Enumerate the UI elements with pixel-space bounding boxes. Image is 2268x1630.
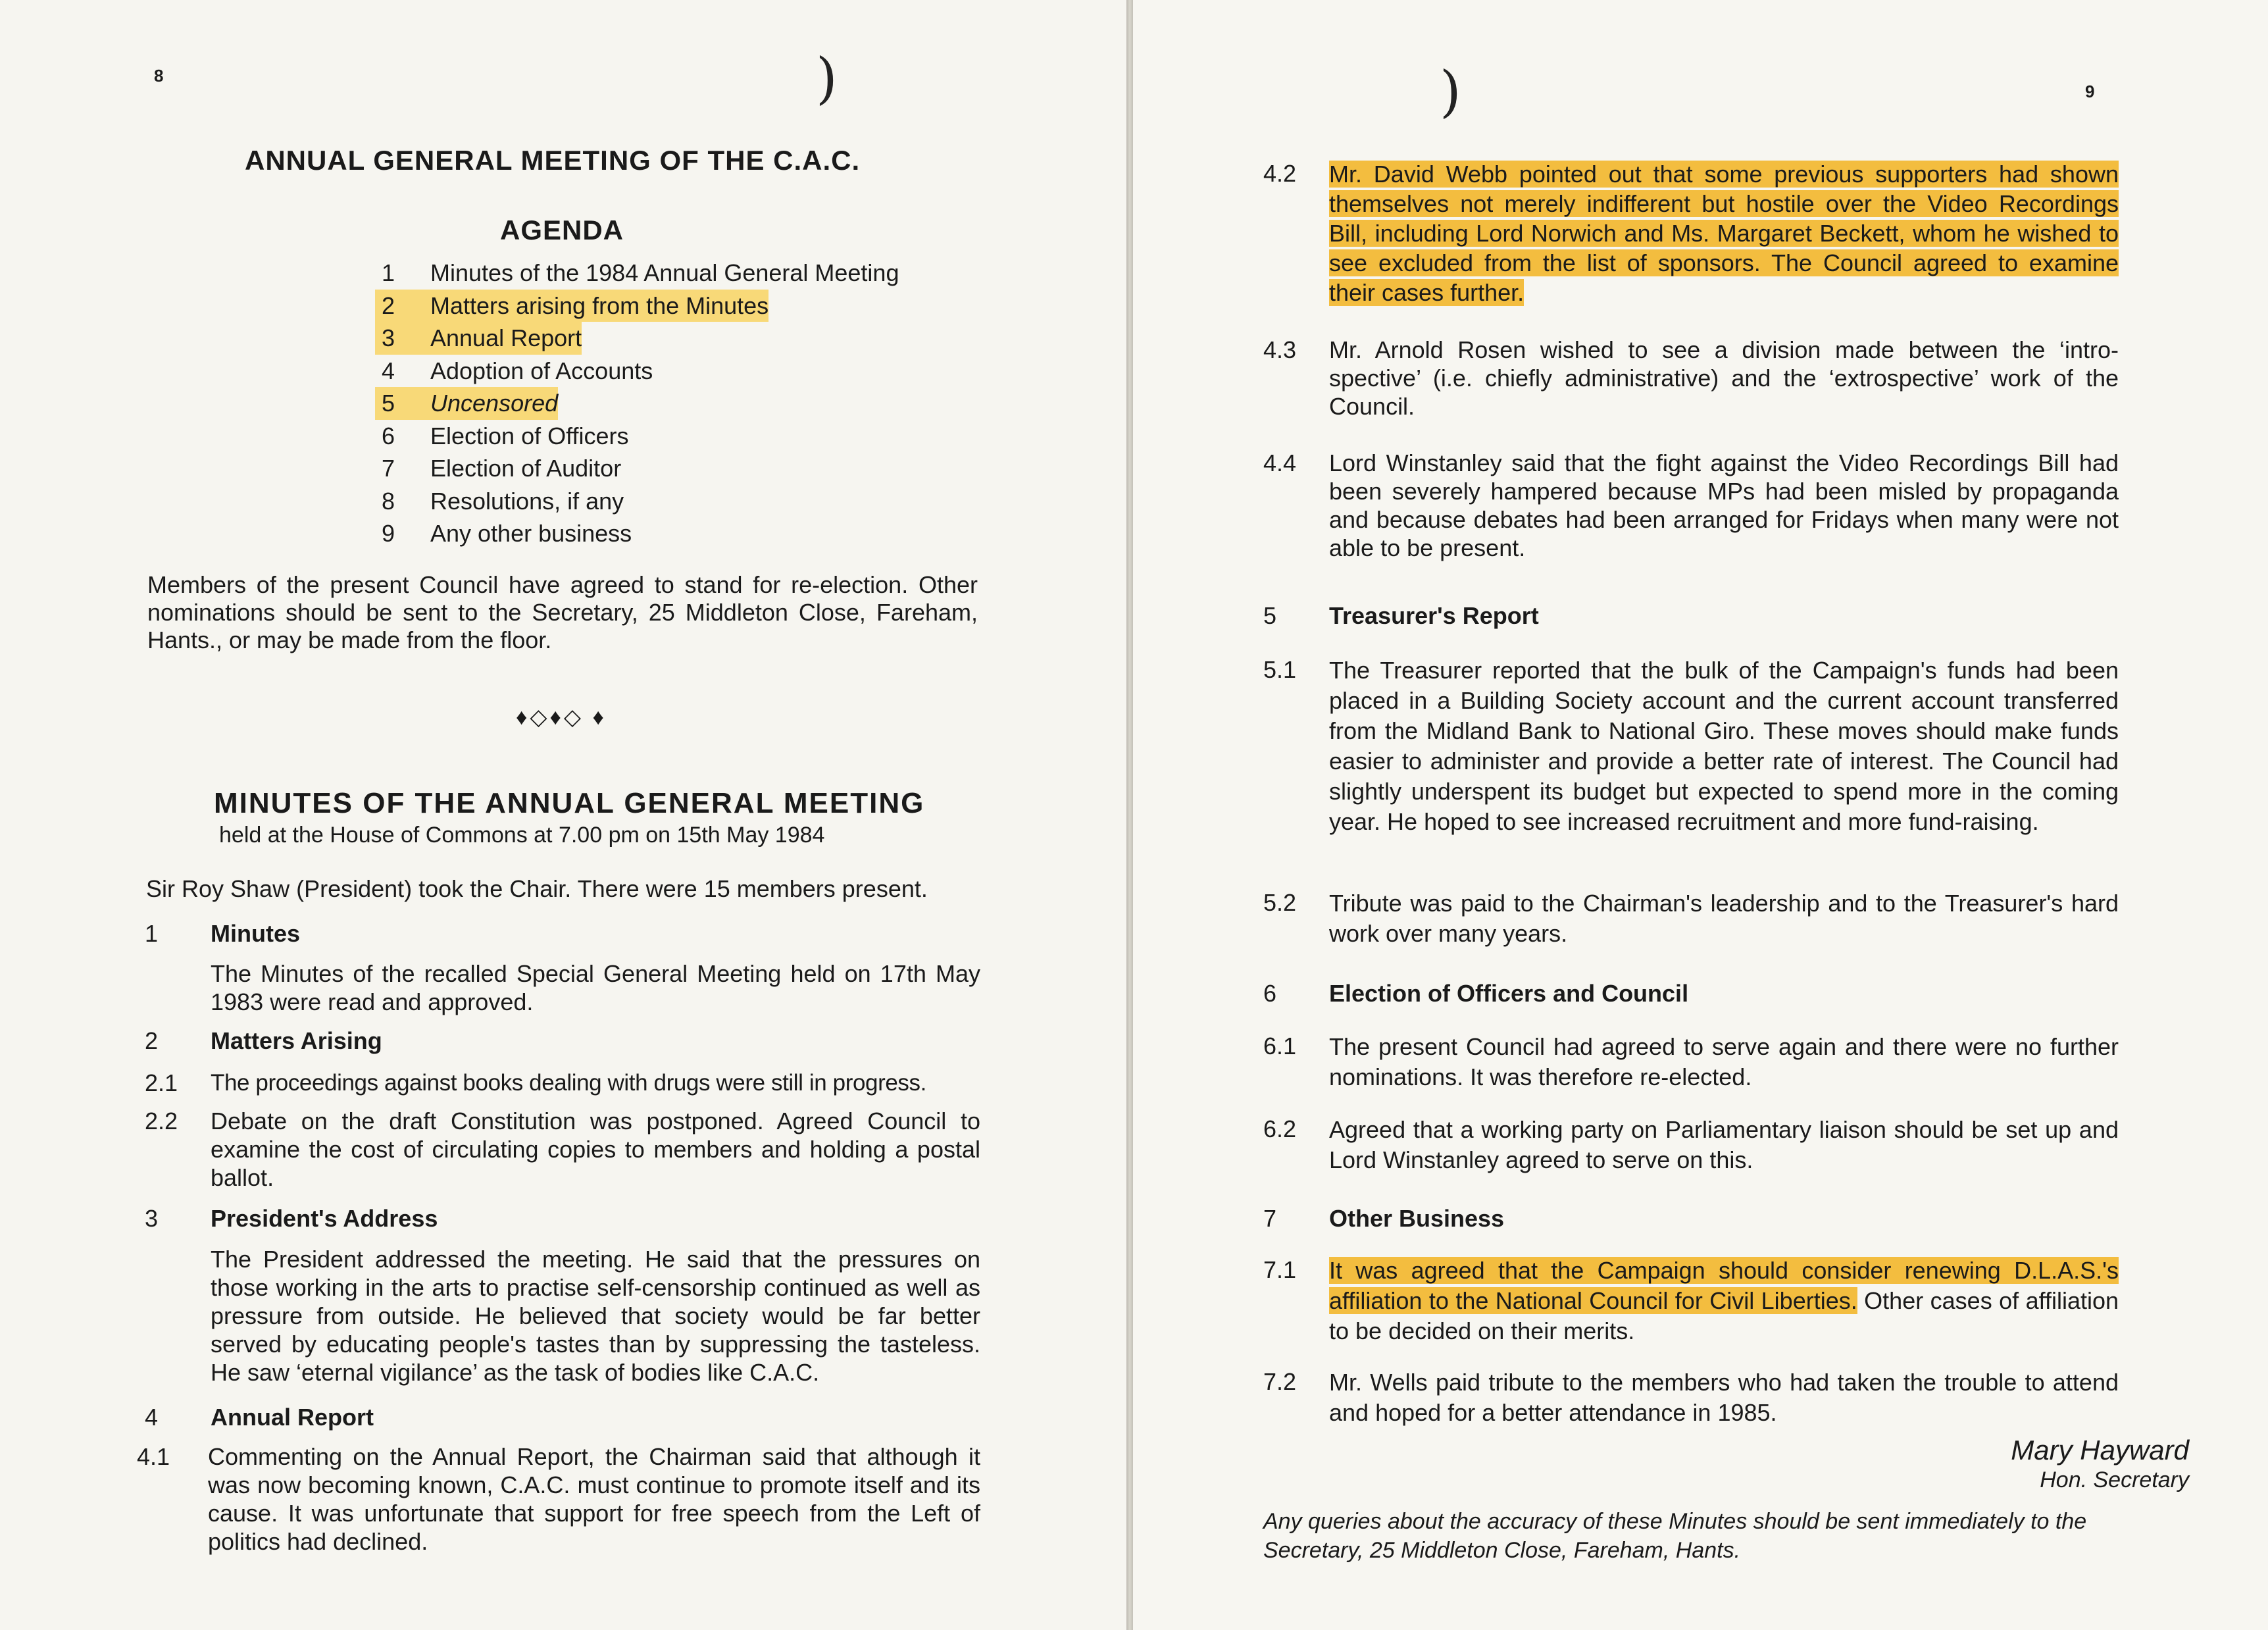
minutes-item: 2.1 The proceedings against books dealing with drugs were still in progress. [145,1069,926,1096]
minutes-item: The President addressed the meeting. He said that the pressures on those working in the arts to practise self-censorship continued as well as pressure from outside. He believed that society would be far better served by educating people's tastes than by suppressing the tasteless. He saw ‘eternal vigilance’ as the task of bodies like C.A.C. [211,1246,980,1386]
minutes-item: 7.2 Mr. Wells paid tribute to the members who had taken the trouble to attend and hoped for a better attendance in 1985. [1263,1368,2119,1426]
minutes-item: 3 President's Address [145,1205,438,1232]
minutes-item: 2 Matters Arising [145,1027,382,1054]
signature-role: Hon. Secretary [2040,1467,2189,1492]
agenda-item: 3 Annual Report [375,322,899,355]
page-number: 9 [2085,82,2095,101]
agenda-item: 2 Matters arising from the Minutes [375,290,899,322]
agenda-item: 9 Any other business [382,520,632,547]
signature-name: Mary Hayward [2011,1435,2189,1465]
minutes-item: 4.4 Lord Winstanley said that the fight against the Video Recordings Bill had been severely hampered because MPs had been misled by propaganda and because debates had been arranged for Fridays when many were not able to be present. [1263,449,2119,561]
minutes-item: 5.2 Tribute was paid to the Chairman's leadership and to the Treasurer's hard work over many years. [1263,889,2119,947]
minutes-item: The Minutes of the recalled Special General Meeting held on 17th May 1983 were read and approved. [211,960,980,1015]
agenda-list [375,257,899,550]
agenda-item: 7 Election of Auditor [382,455,622,482]
agenda-item: 4 Adoption of Accounts [382,357,653,384]
minutes-item: 4 Annual Report [145,1404,374,1431]
minutes-title: MINUTES OF THE ANNUAL GENERAL MEETING [214,787,925,819]
document-title: ANNUAL GENERAL MEETING OF THE C.A.C. [245,145,861,176]
minutes-item: 5.1 The Treasurer reported that the bulk of the Campaign's funds had been placed in a Building Society account and the current account transferred from the Midland Bank to National Giro. These moves should make funds easier to administer and provide a better rate of interest. The Council had slightly underspent its budget but expected to spend more in the coming year. He hoped to see increased recruitment and more fund-raising. [1263,656,2119,835]
minutes-item: 4.2 Mr. David Webb pointed out that some previous supporters had shown themselves not merely indifferent but hostile over the Video Recordings Bill, including Lord Norwich and Ms. Margaret Beckett, whom he wished to see excluded from the list of sponsors. The Council agreed to examine their cases further. [1263,160,2119,306]
staple-mark: ) [1440,59,1461,124]
agenda-item: 5 Uncensored [375,387,899,420]
minutes-item: 6 Election of Officers and Council [1263,980,1689,1007]
agenda-item: 8 Resolutions, if any [382,487,624,515]
minutes-item: 6.2 Agreed that a working party on Parliamentary liaison should be set up and Lord Winstanley agreed to serve on this. [1263,1115,2119,1173]
agenda-item: 1 Minutes of the 1984 Annual General Meeting [382,259,899,286]
left-page [0,0,1126,1630]
minutes-item: 4.1 Commenting on the Annual Report, the Chairman said that although it was now becoming known, C.A.C. must continue to promote itself and its cause. It was unfortunate that support for free speech from the Left of politics had declined. [137,1443,980,1555]
agenda-item: 6 Election of Officers [382,422,629,449]
footnote: Any queries about the accuracy of these Minutes should be sent immediately to the Secretary, 25 Middleton Close, Fareham, Hants. [1263,1509,2087,1563]
minutes-item: 5 Treasurer's Report [1263,602,1539,629]
staple-mark: ) [816,46,838,111]
minutes-item: 6.1 The present Council had agreed to serve again and there were no further nominations. It was therefore re-elected. [1263,1032,2119,1090]
page-number: 8 [154,66,164,86]
page-gutter [1126,0,1133,1630]
minutes-item: 7 Other Business [1263,1205,1505,1232]
minutes-subtitle: held at the House of Commons at 7.00 pm on 15th May 1984 [219,823,825,848]
minutes-item: 2.2 Debate on the draft Constitution was postponed. Agreed Council to examine the cost of circulating copies to members and holding a postal ballot. [145,1108,980,1191]
right-page [1133,0,2268,1630]
ornament-divider: ♦◇♦◇ ♦ [516,705,607,730]
chair-statement: Sir Roy Shaw (President) took the Chair. There were 15 members present. [146,875,928,902]
agenda-heading: AGENDA [500,215,624,245]
minutes-item: 7.1 It was agreed that the Campaign should consider renewing D.L.A.S.'s affiliation to the National Council for Civil Liberties. Other cases of affiliation to be decided on their merits. [1263,1256,2119,1344]
nominations-paragraph: Members of the present Council have agreed to stand for re-election. Other nominations should be sent to the Secretary, 25 Middleton Close, Fareham, Hants., or may be made from the floor. [147,571,978,653]
minutes-item: 4.3 Mr. Arnold Rosen wished to see a division made between the ‘intro-spective’ (i.e. chiefly administrative) and the ‘extrospective’ work of the Council. [1263,336,2119,420]
minutes-item: 1 Minutes [145,920,301,947]
